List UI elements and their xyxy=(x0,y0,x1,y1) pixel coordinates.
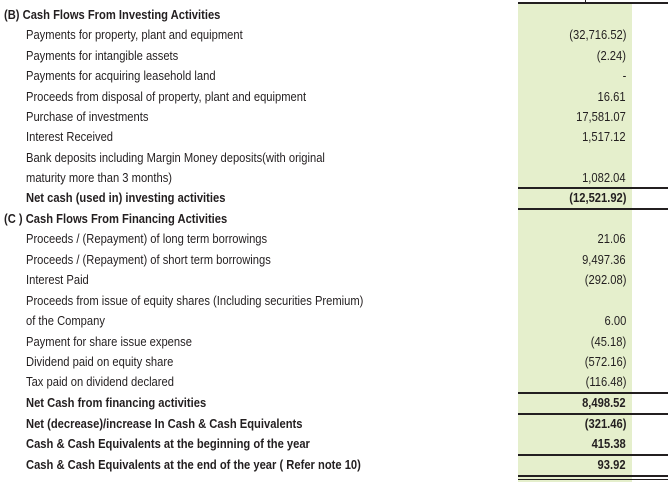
line-item-amount: 9,497.36 xyxy=(582,252,626,267)
line-item-label: Proceeds from issue of equity shares (Including securities Premium) xyxy=(26,293,364,308)
subtotal-rule-investing-top xyxy=(518,187,668,189)
line-item-label: Payments for intangible assets xyxy=(26,48,179,63)
total-double-rule-1 xyxy=(518,475,668,477)
table-row xyxy=(0,87,668,107)
line-item-label: Proceeds from disposal of property, plant and equipment xyxy=(26,89,307,104)
line-item-amount: 16.61 xyxy=(598,89,626,104)
table-row xyxy=(0,250,668,270)
line-item-label: Tax paid on dividend declared xyxy=(26,374,174,389)
table-row xyxy=(0,352,668,372)
line-item-amount: 6.00 xyxy=(604,313,626,328)
line-item-label: Net Cash from financing activities xyxy=(26,395,207,410)
line-item-label: Interest Received xyxy=(26,129,114,144)
line-item-amount: 8,498.52 xyxy=(582,395,626,410)
line-item-label: Payments for property, plant and equipment xyxy=(26,27,243,42)
line-item-label: Cash & Cash Equivalents at the beginning of the year xyxy=(26,436,310,451)
line-item-amount: 415.38 xyxy=(591,436,626,451)
line-item-label: Payments for acquiring leasehold land xyxy=(26,68,216,83)
table-row xyxy=(0,311,668,331)
table-row xyxy=(0,332,668,352)
line-item-amount: (12,521.92) xyxy=(568,190,626,205)
line-item-amount: 21.06 xyxy=(598,231,626,246)
line-item-amount: - xyxy=(622,68,626,83)
total-rule-top xyxy=(518,454,668,456)
table-row xyxy=(0,270,668,290)
table-row xyxy=(0,188,668,208)
table-row xyxy=(0,393,668,413)
line-item-amount: (45.18) xyxy=(590,334,626,349)
line-item-amount: 93.92 xyxy=(598,457,626,472)
line-item-amount: 1,082.04 xyxy=(582,170,626,185)
table-row xyxy=(0,372,668,392)
line-item-amount: (572.16) xyxy=(584,354,626,369)
line-item-amount: (116.48) xyxy=(585,374,626,389)
table-row xyxy=(0,434,668,454)
line-item-label: Net cash (used in) investing activities xyxy=(26,190,226,205)
table-row xyxy=(0,455,668,475)
line-item-label: Interest Paid xyxy=(26,272,89,287)
table-row xyxy=(0,46,668,66)
table-row xyxy=(0,127,668,147)
table-row xyxy=(0,414,668,434)
subtotal-rule-financing-top xyxy=(518,392,668,394)
table-row xyxy=(0,168,668,188)
line-item-label: Proceeds / (Repayment) of long term borrowings xyxy=(26,231,268,246)
table-row xyxy=(0,148,668,168)
line-item-label: Cash & Cash Equivalents at the end of the year ( Refer note 10) xyxy=(26,457,361,472)
line-item-label: of the Company xyxy=(26,313,105,328)
subtotal-rule-investing-bottom xyxy=(518,208,668,210)
line-item-label: Net (decrease)/increase In Cash & Cash Equivalents xyxy=(26,416,303,431)
top-rule xyxy=(518,2,668,4)
line-item-amount: 1,517.12 xyxy=(582,129,626,144)
subtotal-rule-financing-bottom xyxy=(518,413,668,415)
line-item-amount: (32,716.52) xyxy=(568,27,626,42)
line-item-amount: (2.24) xyxy=(596,48,626,63)
table-row xyxy=(0,107,668,127)
line-item-label: Dividend paid on equity share xyxy=(26,354,174,369)
section-heading: (B) Cash Flows From Investing Activities xyxy=(4,7,221,22)
section-heading-row xyxy=(0,209,668,229)
section-heading-row xyxy=(0,5,668,25)
line-item-label: Bank deposits including Margin Money deposits(with original xyxy=(26,150,325,165)
line-item-label: maturity more than 3 months) xyxy=(26,170,173,185)
line-item-label: Purchase of investments xyxy=(26,109,149,124)
line-item-label: Payment for share issue expense xyxy=(26,334,192,349)
table-row xyxy=(0,291,668,311)
section-heading: (C ) Cash Flows From Financing Activities xyxy=(4,211,228,226)
line-item-label: Proceeds / (Repayment) of short term borrowings xyxy=(26,252,271,267)
table-row xyxy=(0,25,668,45)
line-item-amount: (292.08) xyxy=(584,272,626,287)
top-rule-tick xyxy=(585,0,586,3)
line-item-amount: 17,581.07 xyxy=(576,109,626,124)
table-row xyxy=(0,66,668,86)
total-double-rule-2 xyxy=(518,479,668,481)
line-item-amount: (321.46) xyxy=(584,416,626,431)
table-row xyxy=(0,229,668,249)
